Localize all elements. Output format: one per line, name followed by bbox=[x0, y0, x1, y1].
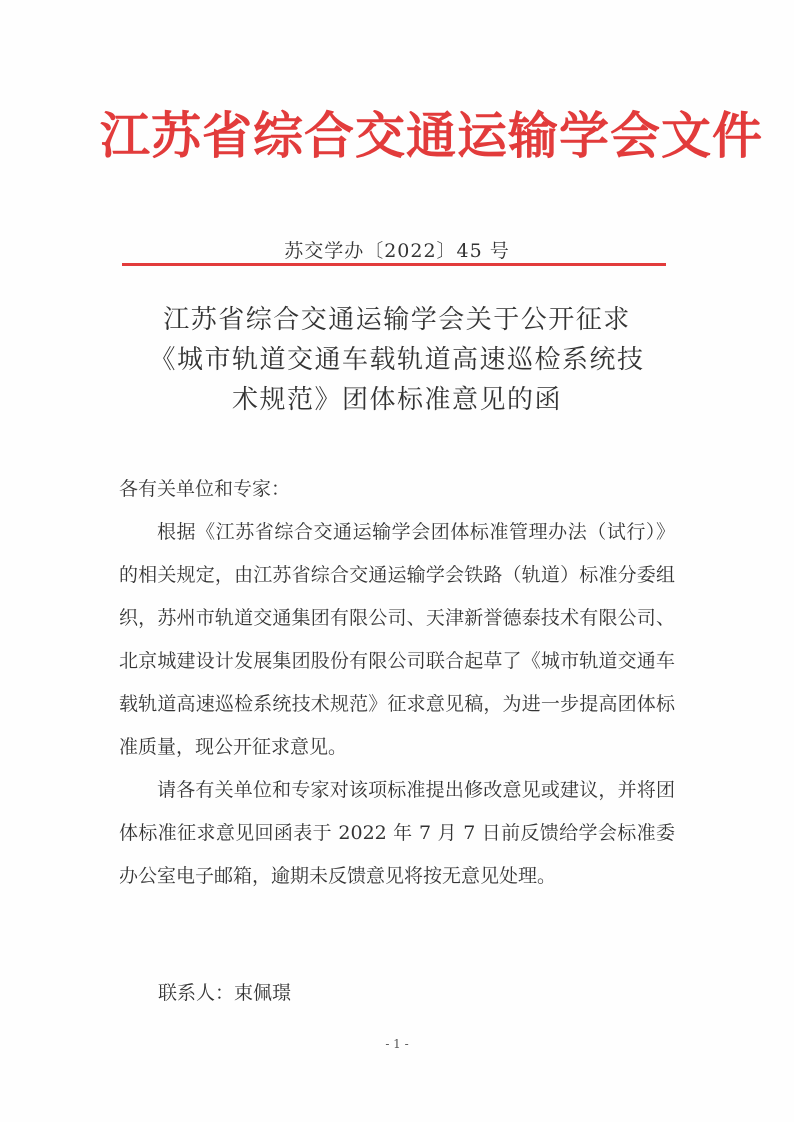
salutation: 各有关单位和专家： bbox=[119, 478, 291, 500]
letter-title-line-3: 术规范》团体标准意见的函 bbox=[231, 385, 562, 415]
letter-body bbox=[119, 468, 675, 898]
organization-title: 江苏省综合交通运输学会文件 bbox=[100, 106, 763, 165]
letter-title bbox=[100, 300, 694, 420]
letter-title-line-2: 《城市轨道交通车载轨道高速巡检系统技 bbox=[149, 345, 645, 375]
letter-title-line-1: 江苏省综合交通运输学会关于公开征求 bbox=[163, 305, 631, 335]
page-number: - 1 - bbox=[385, 1037, 409, 1051]
document-number: 苏交学办〔2022〕45 号 bbox=[284, 240, 510, 262]
contact-person: 联系人：束佩璟 bbox=[158, 982, 292, 1004]
body-paragraph-2: 请各有关单位和专家对该项标准提出修改意见或建议，并将团体标准征求意见回函表于 2022 年 7 月 7 日前反馈给学会标准委办公室电子邮箱，逾期未反馈意见将按无意见处理。 bbox=[119, 779, 675, 887]
red-separator-line bbox=[122, 263, 666, 266]
body-paragraph-1: 根据《江苏省综合交通运输学会团体标准管理办法（试行）》的相关规定，由江苏省综合交通运输学会铁路（轨道）标准分委组织，苏州市轨道交通集团有限公司、天津新誉德泰技术有限公司、北京城建设计发展集团股份有限公司联合起草了《城市轨道交通车载轨道高速巡检系统技术规范》征求意见稿，为进一步提高团体标准质量，现公开征求意见。 bbox=[119, 521, 675, 758]
